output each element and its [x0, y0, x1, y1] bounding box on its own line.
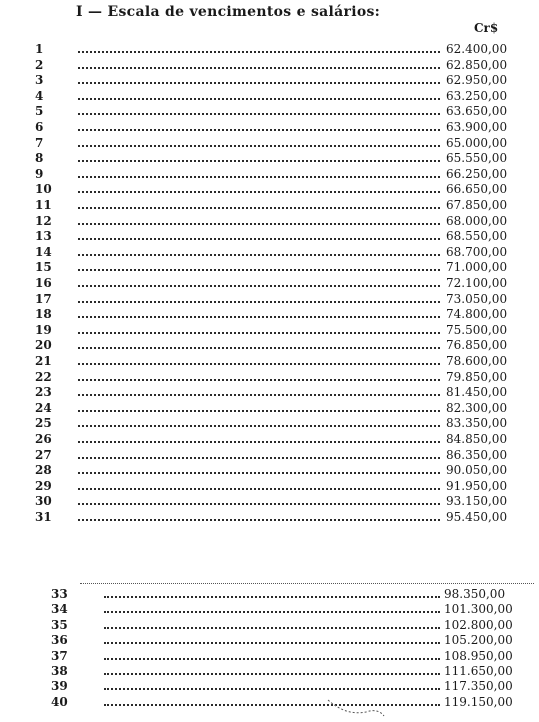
row-number: 22 [35, 369, 52, 384]
row-value: 63.650,00 [446, 104, 508, 119]
dot-leader [78, 394, 440, 396]
dot-leader [104, 596, 440, 598]
row-value: 75.500,00 [446, 322, 508, 337]
dot-leader [78, 488, 440, 490]
dot-leader [78, 285, 440, 287]
row-number: 39 [51, 679, 68, 694]
dot-leader [78, 98, 440, 100]
row-value: 62.950,00 [446, 73, 508, 88]
table-row [0, 58, 539, 72]
table-row [0, 136, 539, 150]
row-value: 108.950,00 [444, 648, 513, 663]
dot-leader [78, 51, 440, 53]
row-value: 66.250,00 [446, 166, 508, 181]
row-number: 31 [35, 510, 52, 524]
dot-leader [78, 347, 440, 349]
dot-leader [104, 658, 440, 660]
dot-leader [78, 410, 440, 412]
row-number: 27 [35, 447, 52, 462]
row-value: 67.850,00 [446, 198, 508, 212]
table-row [0, 307, 539, 321]
row-number: 35 [51, 617, 68, 632]
table-row [0, 510, 539, 524]
ink-mark [326, 696, 386, 718]
dot-leader [104, 611, 440, 613]
table-row [0, 602, 539, 616]
table-row [0, 198, 539, 212]
table-row [0, 245, 539, 259]
dot-leader [78, 82, 440, 84]
dot-leader [104, 673, 440, 675]
row-value: 73.050,00 [446, 291, 508, 306]
row-value: 101.300,00 [444, 602, 513, 617]
row-number: 26 [35, 432, 52, 446]
dot-leader [78, 145, 440, 147]
table-row [0, 587, 539, 601]
row-value: 83.350,00 [446, 416, 508, 431]
row-value: 72.100,00 [446, 276, 508, 290]
table-row [0, 104, 539, 118]
dot-leader [104, 688, 440, 690]
table-row [0, 89, 539, 103]
table-row [0, 618, 539, 632]
row-number: 1 [35, 42, 44, 56]
row-number: 9 [35, 166, 44, 181]
dot-leader [78, 441, 440, 443]
row-number: 14 [35, 244, 52, 259]
row-value: 71.000,00 [446, 260, 508, 275]
table-row [0, 120, 539, 134]
row-value: 68.700,00 [446, 244, 508, 259]
row-number: 5 [35, 104, 44, 119]
table-row [0, 432, 539, 446]
row-number: 24 [35, 400, 52, 415]
row-value: 111.650,00 [444, 664, 513, 678]
row-number: 15 [35, 260, 52, 275]
row-value: 82.300,00 [446, 400, 508, 415]
table-row [0, 695, 539, 709]
row-number: 2 [35, 57, 44, 72]
dot-leader [78, 472, 440, 474]
dot-leader [78, 191, 440, 193]
table-row [0, 182, 539, 196]
dot-leader [78, 503, 440, 505]
table-row [0, 229, 539, 243]
page-title: I — Escala de vencimentos e salários: [76, 4, 381, 20]
row-value: 66.650,00 [446, 182, 508, 197]
table-row [0, 370, 539, 384]
row-number: 10 [35, 182, 52, 197]
row-number: 3 [35, 73, 44, 88]
dot-leader [78, 238, 440, 240]
dot-leader [78, 425, 440, 427]
table-row [0, 664, 539, 678]
row-number: 23 [35, 385, 52, 400]
row-number: 33 [51, 587, 68, 601]
row-value: 63.250,00 [446, 88, 508, 103]
row-value: 62.850,00 [446, 57, 508, 72]
row-number: 28 [35, 463, 52, 478]
table-row [0, 151, 539, 165]
row-number: 38 [51, 664, 68, 678]
dot-leader [78, 316, 440, 318]
table-separator [80, 582, 534, 584]
row-number: 13 [35, 229, 52, 244]
table-row [0, 416, 539, 430]
row-value: 65.000,00 [446, 135, 508, 150]
row-number: 20 [35, 338, 52, 353]
row-number: 18 [35, 307, 52, 322]
table-row [0, 214, 539, 228]
table-row [0, 167, 539, 181]
row-value: 117.350,00 [444, 679, 513, 694]
row-number: 19 [35, 322, 52, 337]
dot-leader [78, 223, 440, 225]
table-row [0, 385, 539, 399]
table-row [0, 338, 539, 352]
dot-leader [78, 301, 440, 303]
dot-leader [78, 332, 440, 334]
dot-leader [104, 627, 440, 629]
row-number: 17 [35, 291, 52, 306]
dot-leader [78, 269, 440, 271]
row-number: 36 [51, 633, 68, 648]
row-value: 105.200,00 [444, 633, 513, 648]
row-value: 91.950,00 [446, 478, 508, 493]
dot-leader [78, 379, 440, 381]
row-value: 74.800,00 [446, 307, 508, 322]
row-value: 79.850,00 [446, 369, 508, 384]
table-row [0, 323, 539, 337]
row-value: 102.800,00 [444, 617, 513, 632]
table-row [0, 354, 539, 368]
row-value: 86.350,00 [446, 447, 508, 462]
dot-leader [78, 254, 440, 256]
row-number: 29 [35, 478, 52, 493]
table-row [0, 479, 539, 493]
table-row [0, 494, 539, 508]
dot-leader [78, 363, 440, 365]
dot-leader [78, 160, 440, 162]
row-value: 95.450,00 [446, 510, 508, 524]
row-value: 90.050,00 [446, 463, 508, 478]
row-number: 25 [35, 416, 52, 431]
dot-leader [78, 67, 440, 69]
row-number: 4 [35, 88, 44, 103]
table-row [0, 292, 539, 306]
table-row [0, 649, 539, 663]
row-value: 78.600,00 [446, 354, 508, 368]
table-row [0, 463, 539, 477]
row-value: 68.550,00 [446, 229, 508, 244]
row-value: 81.450,00 [446, 385, 508, 400]
row-value: 98.350,00 [444, 587, 506, 601]
row-number: 7 [35, 135, 44, 150]
row-value: 63.900,00 [446, 120, 508, 134]
row-number: 40 [51, 694, 68, 709]
row-number: 21 [35, 354, 52, 368]
dot-leader [104, 642, 440, 644]
dot-leader [78, 207, 440, 209]
table-row [0, 633, 539, 647]
table-row [0, 42, 539, 56]
currency-header: Cr$ [474, 21, 499, 35]
row-number: 16 [35, 276, 52, 290]
row-value: 119.150,00 [444, 694, 513, 709]
dot-leader [78, 129, 440, 131]
row-value: 76.850,00 [446, 338, 508, 353]
row-number: 8 [35, 151, 44, 166]
table-row [0, 73, 539, 87]
row-number: 11 [35, 198, 52, 212]
dot-leader [104, 704, 440, 706]
row-number: 6 [35, 120, 44, 134]
dot-leader [78, 457, 440, 459]
row-value: 62.400,00 [446, 42, 508, 56]
row-number: 30 [35, 494, 52, 509]
table-row [0, 276, 539, 290]
table-row [0, 448, 539, 462]
table-row [0, 260, 539, 274]
row-value: 93.150,00 [446, 494, 508, 509]
dot-leader [78, 519, 440, 521]
table-row [0, 401, 539, 415]
dot-leader [78, 113, 440, 115]
row-value: 84.850,00 [446, 432, 508, 446]
row-number: 12 [35, 213, 52, 228]
row-value: 68.000,00 [446, 213, 508, 228]
row-value: 65.550,00 [446, 151, 508, 166]
table-row [0, 679, 539, 693]
row-number: 34 [51, 602, 68, 617]
dot-leader [78, 176, 440, 178]
row-number: 37 [51, 648, 68, 663]
